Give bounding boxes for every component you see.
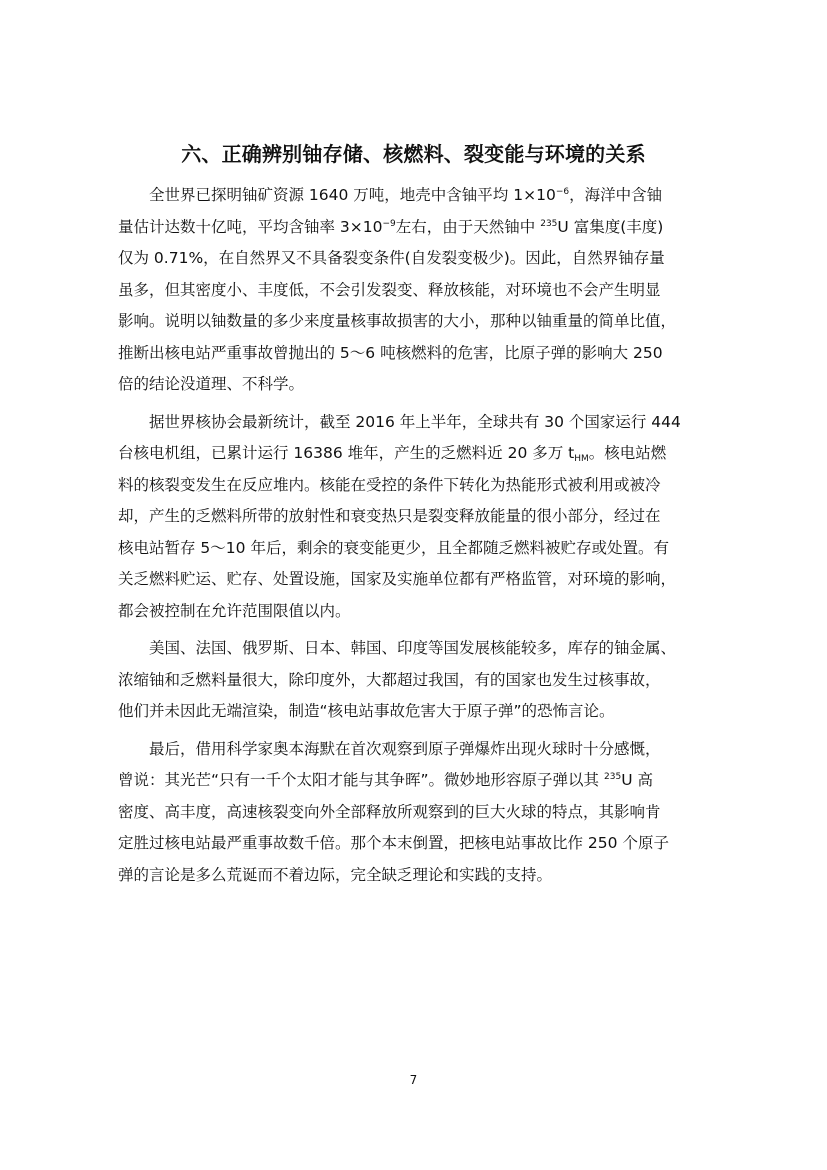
paragraph xyxy=(118,407,710,628)
text-run: U 高 xyxy=(621,771,653,789)
text-run: 美国、法国、俄罗斯、日本、韩国、印度等国发展核能较多，库存的铀金属、 xyxy=(149,639,677,657)
section-title: 六、正确辨别铀存储、核燃料、裂变能与环境的关系 xyxy=(181,142,646,166)
paragraph xyxy=(118,180,710,401)
text-run: 台核电机组，已累计运行 16386 堆年，产生的乏燃料近 20 多万 t xyxy=(118,444,575,462)
text-run: 。核电站燃 xyxy=(588,444,667,462)
text-run: 全世界已探明铀矿资源 1640 万吨，地壳中含铀平均 1×10 xyxy=(149,186,556,204)
text-line xyxy=(118,533,710,565)
text-run: 定胜过核电站最严重事故数千倍。那个本末倒置，把核电站事故比作 250 个原子 xyxy=(118,834,669,852)
text-line xyxy=(118,180,710,212)
body-text xyxy=(118,180,710,897)
text-line xyxy=(118,696,710,728)
text-line xyxy=(118,212,710,244)
superscript: 235 xyxy=(540,218,558,229)
text-run: 倍的结论没道理、不科学。 xyxy=(118,375,305,393)
text-line xyxy=(118,564,710,596)
paragraph xyxy=(118,633,710,728)
text-run: 虽多，但其密度小、丰度低，不会引发裂变、释放核能，对环境也不会产生明显 xyxy=(118,280,661,299)
text-run: U 富集度(丰度) xyxy=(557,217,664,236)
text-line xyxy=(118,765,710,797)
text-run: 却，产生的乏燃料所带的放射性和衰变热只是裂变释放能量的很小部分，经过在 xyxy=(118,507,661,525)
text-line xyxy=(118,369,710,401)
text-line xyxy=(118,828,710,860)
text-run: 都会被控制在允许范围限值以内。 xyxy=(118,601,351,620)
text-line xyxy=(118,665,710,697)
text-run: 影响。说明以铀数量的多少来度量核事故损害的大小，那种以铀重量的简单比值， xyxy=(118,312,677,330)
text-run: 关乏燃料贮运、贮存、处置设施，国家及实施单位都有严格监管，对环境的影响， xyxy=(118,570,677,588)
text-run: 料的核裂变发生在反应堆内。核能在受控的条件下转化为热能形式被利用或被冷 xyxy=(118,475,661,494)
subscript: HM xyxy=(574,454,589,464)
paragraph xyxy=(118,734,710,892)
text-run: 曾说：其光芒“只有一千个太阳才能与其争晖”。微妙地形容原子弹以其 xyxy=(118,771,604,789)
text-run: 密度、高丰度，高速核裂变向外全部释放所观察到的巨大火球的特点，其影响肯 xyxy=(118,802,661,821)
text-run: 弹的言论是多么荒诞而不着边际，完全缺乏理论和实践的支持。 xyxy=(118,865,553,884)
text-run: 浓缩铀和乏燃料量很大，除印度外，大都超过我国，有的国家也发生过核事故， xyxy=(118,670,661,689)
text-line xyxy=(118,306,710,338)
text-line xyxy=(118,860,710,892)
text-run: 核电站暂存 5～10 年后，剩余的衰变能更少，且全都随乏燃料被贮存或处置。有 xyxy=(118,538,669,557)
text-line xyxy=(118,797,710,829)
text-run: ，海洋中含铀 xyxy=(569,186,663,204)
text-line xyxy=(118,438,710,470)
superscript: 235 xyxy=(604,772,622,782)
text-run: 左右，由于天然铀中 xyxy=(395,217,541,236)
text-run: 仅为 0.71%，在自然界又不具备裂变条件(自发裂变极少)。因此，自然界铀存量 xyxy=(118,249,665,267)
superscript: −9 xyxy=(382,218,396,229)
text-line xyxy=(118,275,710,307)
text-line xyxy=(118,470,710,502)
page-number: 7 xyxy=(409,1073,418,1087)
text-line xyxy=(118,596,710,628)
text-run: 推断出核电站严重事故曾抛出的 5～6 吨核燃料的危害，比原子弹的影响大 250 xyxy=(118,343,663,362)
text-line xyxy=(118,633,710,665)
text-line xyxy=(118,407,710,439)
text-run: 量估计达数十亿吨，平均含铀率 3×10 xyxy=(118,217,383,236)
text-line xyxy=(118,734,710,766)
text-run: 他们并未因此无端渲染，制造“核电站事故危害大于原子弹”的恐怖言论。 xyxy=(118,702,615,720)
text-run: 最后，借用科学家奥本海默在首次观察到原子弹爆炸出现火球时十分感慨， xyxy=(149,739,661,758)
superscript: −6 xyxy=(555,187,570,197)
text-line xyxy=(118,501,710,533)
text-line xyxy=(118,338,710,370)
text-line xyxy=(118,243,710,275)
text-run: 据世界核协会最新统计，截至 2016 年上半年，全球共有 30 个国家运行 444 xyxy=(149,412,681,431)
